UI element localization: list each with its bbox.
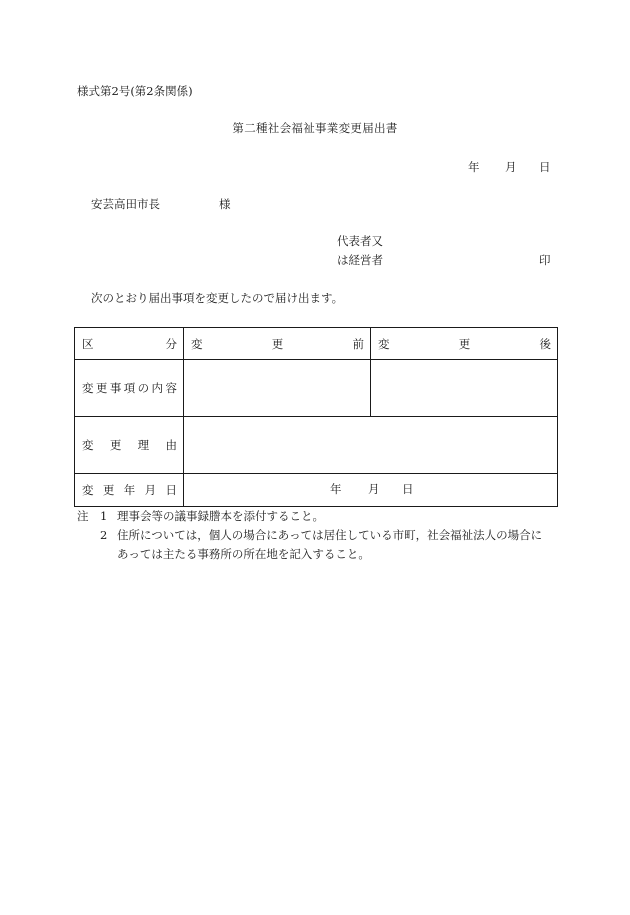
content-label-cell [75, 360, 184, 417]
label-char: 前 [352, 336, 364, 351]
label-char: 更 [271, 336, 284, 351]
label-char: 事 [109, 381, 122, 395]
header-before-cell [184, 328, 371, 360]
note-1-number: 1 [100, 509, 108, 523]
representative-label-line2: は経営者 [337, 253, 383, 267]
label-char: 容 [165, 381, 177, 395]
header-after-cell [371, 328, 558, 360]
label-char: 年 [123, 483, 136, 497]
header-category [75, 336, 183, 352]
label-char: 更 [109, 438, 122, 452]
addressee-honorific: 様 [219, 197, 231, 211]
label-char: 更 [95, 381, 108, 395]
reason-label [75, 437, 183, 453]
label-char: 由 [165, 438, 177, 452]
representative-label-line1: 代表者又 [337, 234, 383, 248]
label-char: の [137, 381, 150, 395]
date-month-label: 月 [505, 160, 517, 174]
note-2-text-continued: あっては主たる事務所の所在地を記入すること。 [117, 547, 370, 561]
seal-mark: 印 [539, 253, 551, 267]
change-date-day: 日 [402, 482, 414, 496]
label-char: 日 [165, 483, 177, 497]
table-row-date [75, 474, 558, 507]
reason-field[interactable] [184, 417, 558, 474]
label-char: 変 [82, 438, 94, 452]
label-char: 区 [82, 336, 94, 351]
label-char: 変 [82, 381, 94, 395]
label-char: 月 [144, 483, 157, 497]
date-year-label: 年 [468, 160, 480, 174]
change-date-year: 年 [330, 482, 342, 496]
notes-label: 注 [77, 509, 89, 523]
change-form-table [74, 327, 558, 507]
reason-label-cell [75, 417, 184, 474]
table-row-content [75, 360, 558, 417]
label-char: 分 [165, 336, 177, 351]
content-label [75, 380, 183, 396]
change-date-field[interactable] [184, 474, 558, 507]
header-before [184, 336, 370, 352]
label-char: 変 [378, 336, 390, 351]
label-char: 項 [123, 381, 136, 395]
table-header-row [75, 328, 558, 360]
date-day-label: 日 [539, 160, 551, 174]
change-date-month: 月 [368, 482, 380, 496]
note-1-text: 理事会等の議事録謄本を添付すること。 [117, 509, 324, 523]
content-after-field[interactable] [371, 360, 558, 417]
document-title: 第二種社会福祉事業変更届出書 [232, 121, 398, 135]
intro-text: 次のとおり届出事項を変更したので届け出ます。 [91, 291, 344, 305]
label-char: 変 [82, 483, 94, 497]
table-row-reason [75, 417, 558, 474]
date-label-cell [75, 474, 184, 507]
label-char: 後 [539, 336, 551, 351]
form-number: 様式第2号(第2条関係) [77, 84, 193, 98]
header-after [371, 336, 557, 352]
note-2-number: 2 [100, 528, 108, 542]
content-before-field[interactable] [184, 360, 371, 417]
label-char: 内 [151, 381, 164, 395]
date-label [75, 482, 183, 498]
note-2-text: 住所については，個人の場合にあっては居住している市町，社会福祉法人の場合に [117, 528, 543, 542]
label-char: 理 [137, 438, 150, 452]
label-char: 更 [102, 483, 115, 497]
label-char: 更 [458, 336, 471, 351]
addressee-name: 安芸高田市長 [91, 197, 160, 211]
header-category-cell [75, 328, 184, 360]
label-char: 変 [191, 336, 203, 351]
